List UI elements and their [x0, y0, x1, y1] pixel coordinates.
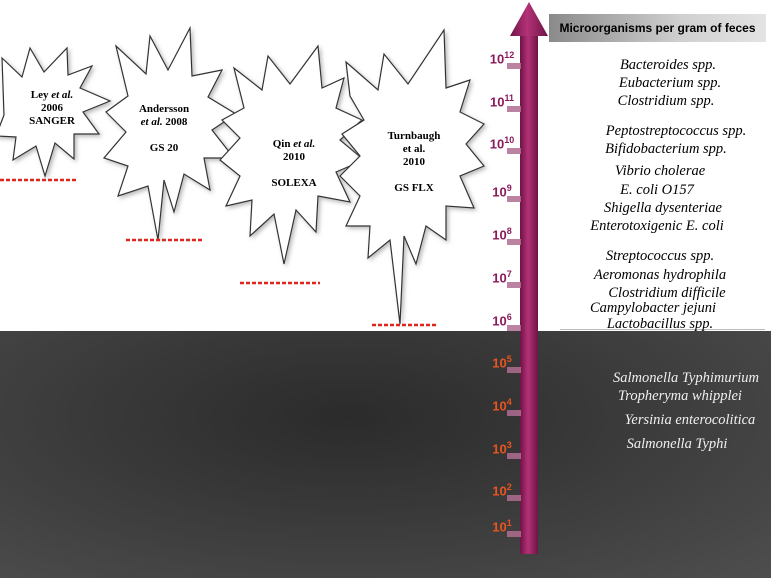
organism-label: Eubacterium spp.: [618, 75, 722, 91]
study-label-qin: [271, 138, 316, 190]
tick-label-8: $10^8$: [492, 226, 512, 243]
organism-label: Clostridium spp.: [617, 93, 715, 109]
organism-label: Enterotoxigenic E. coli: [590, 218, 724, 234]
organism-label: Salmonella Typhimurium: [613, 370, 759, 386]
tick-label-2: $10^2$: [492, 482, 512, 499]
andersson-etal: et al.: [140, 116, 163, 128]
qin-author: Qin: [272, 138, 291, 150]
turnbaugh-etal: et al.: [402, 143, 426, 155]
qin-etal: et al.: [293, 138, 316, 150]
organism-label: Vibrio cholerae: [614, 163, 706, 179]
organism-label: Bacteroides spp.: [619, 57, 717, 73]
arrow-head: [510, 2, 548, 36]
organism-label: Peptostreptococcus spp.: [605, 123, 747, 139]
turnbaugh-year: 2010: [403, 156, 425, 168]
organism-label: E. coli O157: [620, 182, 694, 198]
organism-label: Campylobacter jejuni: [589, 300, 717, 316]
andersson-author: Andersson: [138, 103, 190, 115]
axis-arrow: [510, 2, 548, 554]
tick-label-4: $10^4$: [492, 397, 512, 414]
turnbaugh-author: Turnbaugh: [387, 130, 441, 142]
study-label-turnbaugh: [388, 130, 441, 195]
qin-year: 2010: [283, 151, 305, 163]
tick-label-10: $10^{10}$: [489, 135, 515, 152]
organism-label: Aeromonas hydrophila: [593, 267, 727, 283]
organism-label: Bifidobacterium spp.: [605, 141, 727, 157]
organism-label: Streptococcus spp.: [605, 248, 715, 264]
ley-etal: et al.: [51, 89, 74, 101]
tick-label-6: $10^6$: [492, 312, 512, 329]
tick-label-7: $10^7$: [492, 269, 512, 286]
qin-platform: SOLEXA: [271, 177, 317, 189]
andersson-platform: GS 20: [149, 142, 179, 154]
arrow-shaft: [520, 34, 538, 554]
header-title: Microorganisms per gram of feces: [559, 21, 756, 35]
organism-label: Clostridium difficile: [608, 285, 726, 301]
organism-label: Lactobacillus spp.: [606, 316, 714, 332]
ley-year: 2006: [41, 102, 63, 114]
organism-label: Shigella dysenteriae: [604, 200, 722, 216]
organism-label: Tropheryma whipplei: [618, 388, 742, 404]
tick-label-11: $10^{11}$: [490, 93, 514, 110]
ley-author: Ley: [30, 89, 49, 101]
tick-label-1: $10^1$: [492, 518, 512, 535]
study-label-andersson: [139, 103, 189, 155]
andersson-year: 2008: [165, 116, 188, 128]
study-label-ley: [29, 89, 75, 128]
tick-label-12: $10^{12}$: [489, 50, 515, 67]
organism-label: Salmonella Typhi: [626, 436, 728, 452]
turnbaugh-platform: GS FLX: [394, 182, 434, 194]
tick-label-9: $10^9$: [492, 183, 512, 200]
organism-label: Yersinia enterocolitica: [624, 412, 756, 428]
tick-label-5: $10^5$: [492, 354, 512, 371]
ley-platform: SANGER: [29, 115, 75, 127]
tick-label-3: $10^3$: [492, 440, 512, 457]
